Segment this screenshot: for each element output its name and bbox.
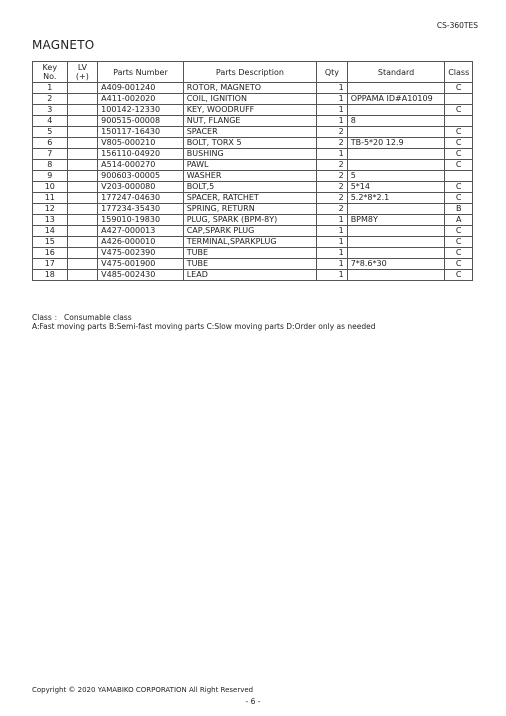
cell-class: A — [445, 215, 473, 226]
cell-lv — [67, 270, 98, 281]
cell-qty: 1 — [317, 116, 348, 127]
cell-description: COIL, IGNITION — [183, 94, 316, 105]
cell-key-no: 18 — [33, 270, 68, 281]
header-lv-line2: (+) — [75, 72, 89, 81]
cell-key-no: 8 — [33, 160, 68, 171]
cell-lv — [67, 149, 98, 160]
cell-qty: 2 — [317, 160, 348, 171]
table-row — [33, 94, 473, 105]
cell-qty: 1 — [317, 237, 348, 248]
parts-table — [32, 61, 473, 281]
cell-qty: 2 — [317, 182, 348, 193]
cell-standard — [347, 226, 445, 237]
parts-table-body — [33, 83, 473, 281]
cell-class: C — [445, 149, 473, 160]
table-row — [33, 127, 473, 138]
cell-standard: 8 — [347, 116, 445, 127]
cell-part-number: A427-000013 — [98, 226, 184, 237]
cell-key-no: 9 — [33, 171, 68, 182]
cell-part-number: 177234-35430 — [98, 204, 184, 215]
header-key-no — [33, 62, 68, 83]
cell-lv — [67, 116, 98, 127]
cell-key-no: 6 — [33, 138, 68, 149]
cell-description: BUSHING — [183, 149, 316, 160]
cell-part-number: 900603-00005 — [98, 171, 184, 182]
cell-key-no: 2 — [33, 94, 68, 105]
cell-class: C — [445, 83, 473, 94]
cell-description: BOLT, TORX 5 — [183, 138, 316, 149]
cell-class: C — [445, 160, 473, 171]
cell-qty: 2 — [317, 138, 348, 149]
cell-class: C — [445, 105, 473, 116]
header-key-line2: No. — [43, 72, 57, 81]
cell-lv — [67, 83, 98, 94]
cell-lv — [67, 127, 98, 138]
cell-standard: BPM8Y — [347, 215, 445, 226]
cell-class — [445, 171, 473, 182]
table-row — [33, 171, 473, 182]
cell-class: C — [445, 193, 473, 204]
cell-lv — [67, 215, 98, 226]
cell-part-number: V805-000210 — [98, 138, 184, 149]
cell-standard — [347, 204, 445, 215]
cell-qty: 1 — [317, 270, 348, 281]
cell-lv — [67, 94, 98, 105]
cell-key-no: 5 — [33, 127, 68, 138]
cell-standard — [347, 149, 445, 160]
cell-qty: 1 — [317, 83, 348, 94]
header-class: Class — [445, 62, 473, 83]
cell-class: C — [445, 248, 473, 259]
cell-class: C — [445, 270, 473, 281]
cell-key-no: 16 — [33, 248, 68, 259]
cell-lv — [67, 105, 98, 116]
table-row — [33, 259, 473, 270]
header-lv-line1: LV — [77, 63, 87, 72]
table-row — [33, 226, 473, 237]
table-row — [33, 204, 473, 215]
table-row — [33, 105, 473, 116]
page-title: MAGNETO — [32, 38, 95, 52]
cell-lv — [67, 160, 98, 171]
cell-standard — [347, 248, 445, 259]
cell-qty: 1 — [317, 105, 348, 116]
cell-class: C — [445, 226, 473, 237]
cell-description: WASHER — [183, 171, 316, 182]
cell-key-no: 3 — [33, 105, 68, 116]
cell-qty: 1 — [317, 226, 348, 237]
cell-key-no: 11 — [33, 193, 68, 204]
cell-standard: 7*8.6*30 — [347, 259, 445, 270]
cell-qty: 2 — [317, 204, 348, 215]
header-qty: Qty — [317, 62, 348, 83]
cell-standard — [347, 270, 445, 281]
table-row — [33, 248, 473, 259]
class-note-title: Class ： Consumable class — [32, 313, 132, 322]
table-row — [33, 149, 473, 160]
cell-class — [445, 94, 473, 105]
cell-lv — [67, 248, 98, 259]
table-row — [33, 237, 473, 248]
cell-part-number: V203-000080 — [98, 182, 184, 193]
cell-standard — [347, 83, 445, 94]
table-row — [33, 182, 473, 193]
cell-lv — [67, 138, 98, 149]
cell-qty: 1 — [317, 248, 348, 259]
cell-part-number: 900515-00008 — [98, 116, 184, 127]
cell-part-number: V485-002430 — [98, 270, 184, 281]
cell-qty: 2 — [317, 127, 348, 138]
cell-key-no: 15 — [33, 237, 68, 248]
cell-description: PAWL — [183, 160, 316, 171]
cell-key-no: 14 — [33, 226, 68, 237]
model-number: CS-360TES — [436, 21, 478, 30]
cell-standard: OPPAMA ID#A10109 — [347, 94, 445, 105]
cell-description: NUT, FLANGE — [183, 116, 316, 127]
table-row — [33, 83, 473, 94]
cell-lv — [67, 193, 98, 204]
cell-standard: 5 — [347, 171, 445, 182]
cell-standard — [347, 237, 445, 248]
table-row — [33, 193, 473, 204]
header-standard: Standard — [347, 62, 445, 83]
cell-key-no: 10 — [33, 182, 68, 193]
cell-description: CAP,SPARK PLUG — [183, 226, 316, 237]
cell-qty: 2 — [317, 193, 348, 204]
cell-qty: 1 — [317, 215, 348, 226]
cell-class: C — [445, 138, 473, 149]
cell-description: SPACER — [183, 127, 316, 138]
cell-description: TUBE — [183, 248, 316, 259]
table-row — [33, 270, 473, 281]
cell-standard: 5*14 — [347, 182, 445, 193]
table-row — [33, 116, 473, 127]
class-note-legend: A:Fast moving parts B:Semi-fast moving parts C:Slow moving parts D:Order only as needed — [32, 322, 376, 331]
table-row — [33, 160, 473, 171]
cell-standard — [347, 127, 445, 138]
cell-part-number: 159010-19830 — [98, 215, 184, 226]
cell-part-number: 100142-12330 — [98, 105, 184, 116]
cell-key-no: 17 — [33, 259, 68, 270]
cell-description: SPRING, RETURN — [183, 204, 316, 215]
cell-part-number: V475-001900 — [98, 259, 184, 270]
header-description: Parts Description — [183, 62, 316, 83]
table-row — [33, 138, 473, 149]
cell-standard: 5.2*8*2.1 — [347, 193, 445, 204]
header-part-number: Parts Number — [98, 62, 184, 83]
header-lv — [67, 62, 98, 83]
cell-qty: 1 — [317, 94, 348, 105]
cell-description: KEY, WOODRUFF — [183, 105, 316, 116]
cell-qty: 1 — [317, 259, 348, 270]
copyright: Copyright © 2020 YAMABIKO CORPORATION All Right Reserved — [32, 686, 254, 694]
cell-class: C — [445, 182, 473, 193]
cell-standard — [347, 160, 445, 171]
cell-part-number: V475-002390 — [98, 248, 184, 259]
cell-description: TUBE — [183, 259, 316, 270]
cell-class: C — [445, 127, 473, 138]
cell-class: C — [445, 237, 473, 248]
cell-description: PLUG, SPARK (BPM-8Y) — [183, 215, 316, 226]
cell-description: TERMINAL,SPARKPLUG — [183, 237, 316, 248]
cell-standard: TB-5*20 12.9 — [347, 138, 445, 149]
cell-key-no: 7 — [33, 149, 68, 160]
cell-standard — [347, 105, 445, 116]
cell-qty: 2 — [317, 171, 348, 182]
cell-qty: 1 — [317, 149, 348, 160]
cell-description: BOLT,5 — [183, 182, 316, 193]
cell-part-number: A411-002020 — [98, 94, 184, 105]
cell-key-no: 12 — [33, 204, 68, 215]
cell-part-number: A409-001240 — [98, 83, 184, 94]
cell-part-number: 177247-04630 — [98, 193, 184, 204]
cell-lv — [67, 226, 98, 237]
cell-part-number: A426-000010 — [98, 237, 184, 248]
cell-lv — [67, 182, 98, 193]
cell-description: LEAD — [183, 270, 316, 281]
cell-part-number: 156110-04920 — [98, 149, 184, 160]
cell-key-no: 1 — [33, 83, 68, 94]
cell-lv — [67, 204, 98, 215]
class-notes — [32, 313, 376, 331]
table-row — [33, 215, 473, 226]
cell-lv — [67, 237, 98, 248]
cell-description: SPACER, RATCHET — [183, 193, 316, 204]
cell-lv — [67, 171, 98, 182]
cell-class — [445, 116, 473, 127]
table-header-row — [33, 62, 473, 83]
cell-part-number: A514-000270 — [98, 160, 184, 171]
cell-description: ROTOR, MAGNETO — [183, 83, 316, 94]
cell-key-no: 13 — [33, 215, 68, 226]
header-key-line1: Key — [42, 63, 58, 72]
cell-lv — [67, 259, 98, 270]
cell-part-number: 150117-16430 — [98, 127, 184, 138]
cell-key-no: 4 — [33, 116, 68, 127]
cell-class: C — [445, 259, 473, 270]
page-number: - 6 - — [245, 697, 261, 706]
cell-class: B — [445, 204, 473, 215]
